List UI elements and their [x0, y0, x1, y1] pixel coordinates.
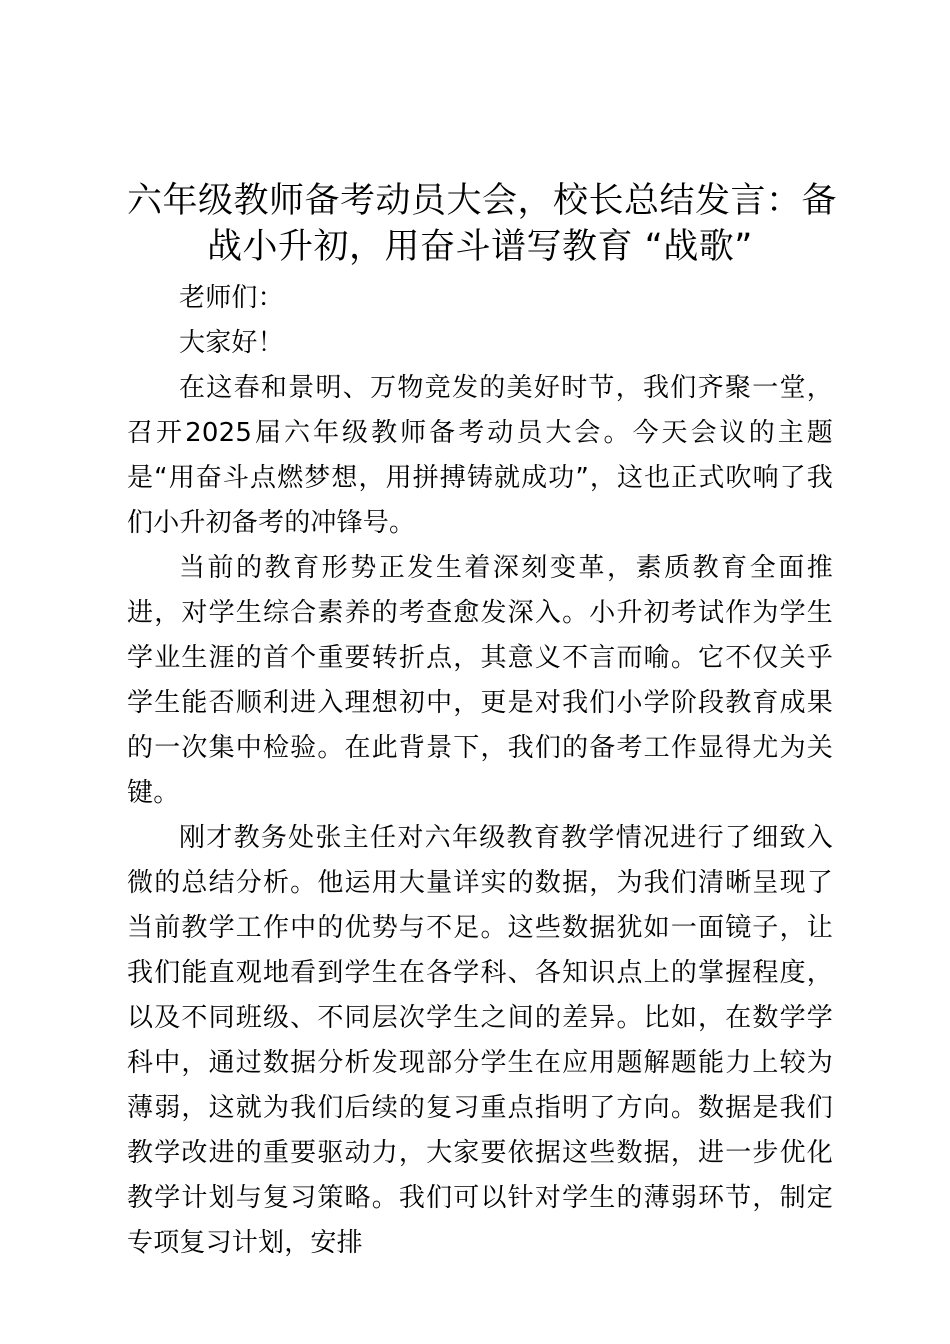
paragraph-2: 当前的教育形势正发生着深刻变革，素质教育全面推进，对学生综合素养的考查愈发深入。小升初考试作为学生学业生涯的首个重要转折点，其意义不言而喻。它不仅关乎学生能否顺利进入理想初中，更是对我们小学阶段教育成果的一次集中检验。在此背景下，我们的备考工作显得尤为关键。: [127, 553, 833, 808]
title-line-1: 六年级教师备考动员大会，校长总结发言：备: [127, 181, 838, 221]
greeting: 大家好！: [179, 328, 284, 358]
paragraph-1: 在这春和景明、万物竞发的美好时节，我们齐聚一堂，召开2025届六年级教师备考动员大会。今天会议的主题是“用奋斗点燃梦想，用拼搏铸就成功”，这也正式吹响了我们小升初备考的冲锋号。: [127, 373, 833, 538]
body-text: [127, 366, 833, 1266]
salutation: 老师们：: [179, 283, 284, 313]
document-page: [127, 178, 838, 1266]
document-title: [127, 178, 838, 270]
paragraph-3: 刚才教务处张主任对六年级教育教学情况进行了细致入微的总结分析。他运用大量详实的数据，为我们清晰呈现了当前教学工作中的优势与不足。这些数据犹如一面镜子，让我们能直观地看到学生在各学科、各知识点上的掌握程度，以及不同班级、不同层次学生之间的差异。比如，在数学学科中，通过数据分析发现部分学生在应用题解题能力上较为薄弱，这就为我们后续的复习重点指明了方向。数据是我们教学改进的重要驱动力，大家要依据这些数据，进一步优化教学计划与复习策略。我们可以针对学生的薄弱环节，制定专项复习计划，安排: [127, 823, 833, 1258]
title-line-2: 战小升初，用奋斗谱写教育 “战歌”: [207, 227, 753, 267]
